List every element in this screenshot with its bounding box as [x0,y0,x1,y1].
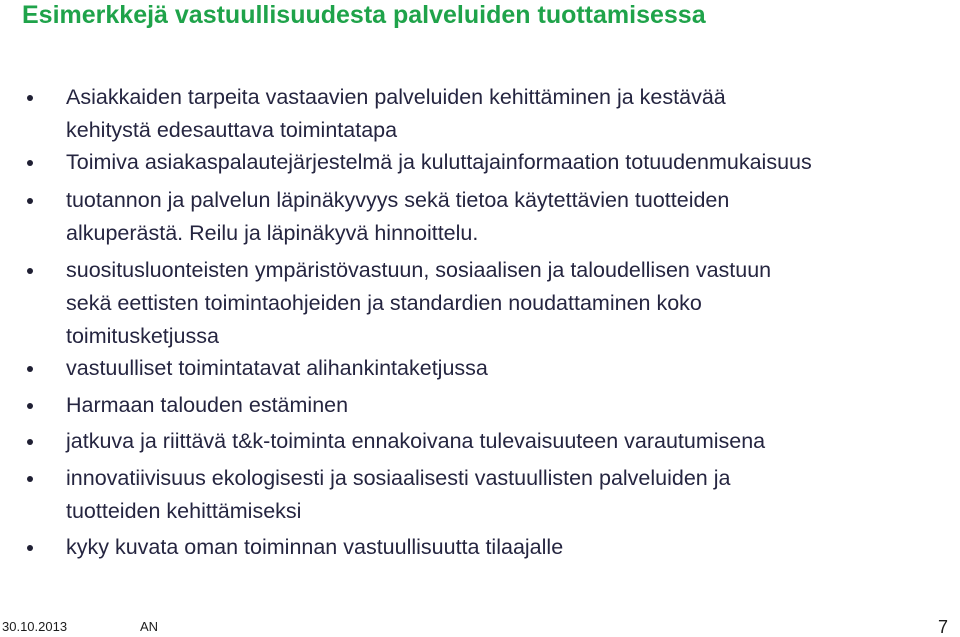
footer-author: AN [140,619,159,634]
bullet-line: Toimiva asiakaspalautejärjestelmä ja kuluttajainformaation totuudenmukaisuus [66,150,812,174]
bullet-line: suositusluonteisten ympäristövastuun, sosiaalisen ja taloudellisen vastuun [66,258,772,282]
slide-title: Esimerkkejä vastuullisuudesta palveluiden tuottamisessa [22,1,706,29]
bullet-line: kehitystä edesauttava toimintatapa [66,118,398,142]
bullet-dot [27,366,33,372]
page-number: 7 [938,617,949,637]
bullet-item [66,184,946,250]
bullet-item [66,462,946,528]
bullet-dot [27,403,33,409]
bullet-dot [27,268,33,274]
bullet-line: jatkuva ja riittävä t&k-toiminta ennakoivana tulevaisuuteen varautumisena [66,429,766,453]
bullet-item [66,389,946,422]
bullet-dot [27,476,33,482]
bullet-item [66,425,946,458]
bullet-dot [27,545,33,551]
bullet-line: alkuperästä. Reilu ja läpinäkyvä hinnoittelu. [66,221,479,245]
bullet-line: toimitusketjussa [66,324,219,348]
bullet-line: vastuulliset toimintatavat alihankintaketjussa [66,356,488,380]
bullet-item [66,81,946,147]
bullet-dot [27,439,33,445]
bullet-item [66,254,946,353]
bullet-item [66,352,946,385]
bullet-line: tuotteiden kehittämiseksi [66,499,302,523]
bullet-item [66,146,946,179]
bullet-line: tuotannon ja palvelun läpinäkyvyys sekä tietoa käytettävien tuotteiden [66,188,730,212]
bullet-line: Asiakkaiden tarpeita vastaavien palveluiden kehittäminen ja kestävää [66,85,726,109]
bullet-item [66,531,946,564]
bullet-dot [27,160,33,166]
bullet-dot [27,198,33,204]
bullet-line: sekä eettisten toimintaohjeiden ja standardien noudattaminen koko [66,291,702,315]
footer-date: 30.10.2013 [2,619,68,634]
bullet-line: Harmaan talouden estäminen [66,393,349,417]
bullet-dot [27,95,33,101]
bullet-line: innovatiivisuus ekologisesti ja sosiaalisesti vastuullisten palveluiden ja [66,466,731,490]
bullet-line: kyky kuvata oman toiminnan vastuullisuutta tilaajalle [66,535,564,559]
